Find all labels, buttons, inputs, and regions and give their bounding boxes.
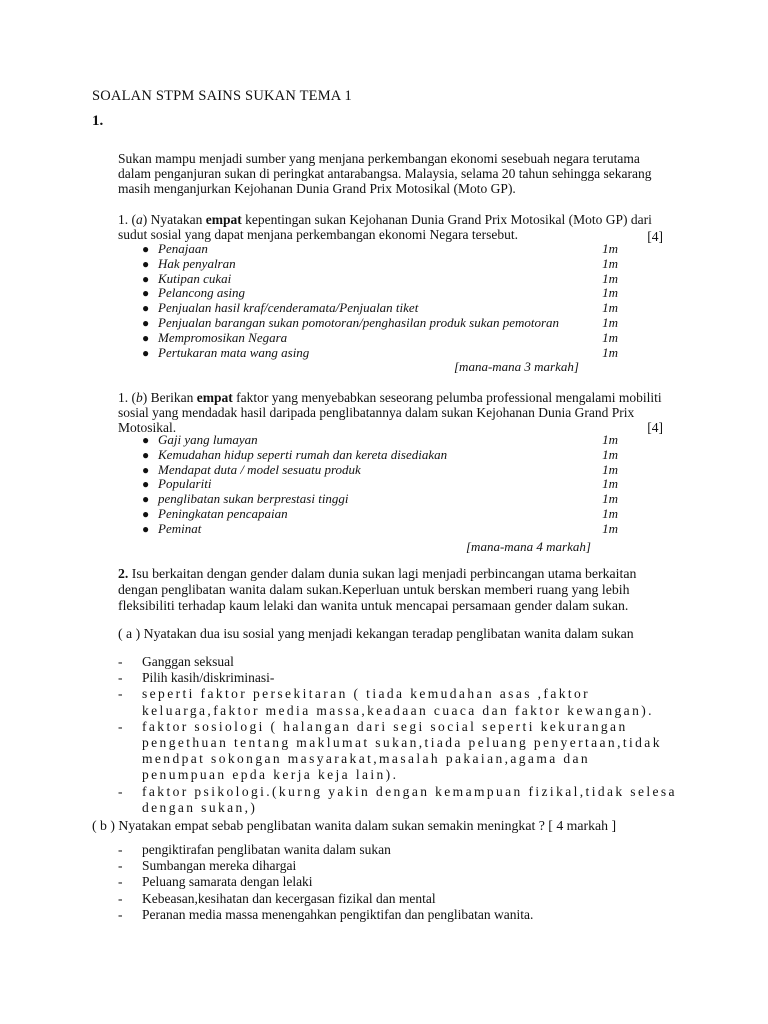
answer-text: Pelancong asing (158, 285, 246, 301)
question-1b-prompt (118, 390, 663, 435)
answer-mark: 1m (602, 476, 618, 492)
answer-item (142, 522, 618, 537)
dash-marker: - (118, 718, 123, 734)
dash-item-text: faktor psikologi.(kurng yakin dengan kemampuan fizikal,tidak selesa dengan sukan,) (142, 783, 677, 815)
answer-text: Peningkatan pencapaian (158, 505, 288, 521)
bullet-icon: ● (142, 256, 150, 271)
answer-mark: 1m (602, 432, 618, 447)
dash-item-text: seperti faktor persekitaran ( tiada kemudahan asas ,faktor keluarga,faktor media massa,keadaan cuaca dan faktor kewangan). (142, 686, 654, 718)
bullet-icon: ● (142, 286, 150, 301)
answer-mark: 1m (602, 255, 618, 271)
bullet-icon: ● (142, 315, 150, 330)
dash-marker: - (118, 842, 123, 857)
q1a-keyword: empat (205, 212, 242, 227)
document-title: SOALAN STPM SAINS SUKAN TEMA 1 (92, 88, 352, 104)
answer-text: Populariti (158, 476, 212, 492)
q1a-prefix: 1. ( (118, 212, 136, 227)
dash-item-text: Sumbangan mereka dihargai (142, 858, 297, 874)
question-1a-prompt (118, 212, 663, 242)
bullet-icon: ● (142, 330, 150, 345)
dash-marker: - (118, 858, 123, 874)
q1b-marks: [4] (647, 420, 663, 435)
answer-text: Hak penyalran (158, 255, 236, 271)
question-2-number: 2. (118, 566, 129, 581)
answer-mark: 1m (602, 285, 618, 301)
dash-item-text: Ganggan seksual (142, 654, 234, 669)
dash-list-item (118, 891, 678, 907)
dash-list-item (118, 670, 678, 686)
bullet-icon: ● (142, 506, 150, 521)
answer-text: Mendapat duta / model sesuatu produk (158, 461, 361, 477)
dash-marker: - (118, 874, 123, 890)
dash-list-item (118, 719, 678, 784)
q1b-letter: b (136, 390, 143, 405)
q1a-mid: ) Nyatakan (142, 212, 206, 227)
answer-item (142, 286, 618, 301)
dash-marker: - (118, 783, 123, 799)
dash-item-text: Peranan media massa menengahkan pengiktifan dan penglibatan wanita. (142, 906, 534, 922)
dash-list-item (118, 784, 678, 816)
q1a-marks: [4] (647, 229, 663, 244)
answer-text: Penajaan (158, 241, 208, 256)
dash-list-item (118, 858, 678, 874)
answer-text: Peminat (158, 520, 202, 536)
question-2a-answer-list (118, 654, 678, 816)
question-2-intro (118, 566, 663, 614)
answer-text: Penjualan barangan sukan pomotoran/penghasilan produk sukan pemotoran (158, 314, 560, 330)
answer-mark: 1m (602, 329, 618, 345)
answer-item (142, 492, 618, 507)
answer-item (142, 316, 618, 331)
bullet-icon: ● (142, 242, 150, 256)
dash-list-item (118, 874, 678, 890)
dash-item-text: Peluang samarata dengan lelaki (142, 874, 313, 890)
answer-mark: 1m (602, 491, 618, 507)
dash-marker: - (118, 686, 123, 702)
answer-item (142, 448, 618, 463)
answer-item (142, 331, 618, 346)
question-2a-prompt: ( a ) Nyatakan dua isu sosial yang menjadi kekangan teradap penglibatan wanita dalam sukan (118, 626, 634, 641)
dash-item-text: Kebeasan,kesihatan dan kecergasan fizikal dan mental (142, 890, 436, 906)
question-1a-answer-list (142, 242, 618, 360)
answer-item (142, 257, 618, 272)
dash-item-text: pengiktirafan penglibatan wanita dalam sukan (142, 842, 391, 857)
question-1b-answer-list (142, 433, 618, 537)
answer-mark: 1m (602, 270, 618, 286)
answer-mark: 1m (602, 461, 618, 477)
dash-list-item (118, 907, 678, 923)
answer-mark: 1m (602, 520, 618, 536)
question-2-intro-text: Isu berkaitan dengan gender dalam dunia sukan lagi menjadi perbincangan utama berkaitan dengan penglibatan wanita dalam sukan.Keperluan untuk berskan memberi ruang yang lebih fleksibiliti terhadap kaum lelaki dan wanita untuk mencapai persamaan gender dalam sukan. (118, 566, 637, 613)
answer-mark: 1m (602, 446, 618, 462)
answer-item (142, 242, 618, 257)
answer-text: Pertukaran mata wang asing (158, 344, 310, 360)
q1b-mid: ) Berikan (142, 390, 197, 405)
bullet-icon: ● (142, 462, 150, 477)
answer-mark: 1m (602, 314, 618, 330)
answer-text: penglibatan sukan berprestasi tinggi (158, 491, 349, 507)
question-2b-prompt: ( b ) Nyatakan empat sebab penglibatan wanita dalam sukan semakin meningkat ? [ 4 markah ] (92, 818, 617, 833)
answer-mark: 1m (602, 505, 618, 521)
answer-item (142, 477, 618, 492)
bullet-icon: ● (142, 477, 150, 492)
q1b-rest: faktor yang menyebabkan seseorang pelumba professional mengalami mobiliti sosial yang mendadak hasil daripada penglibatannya dalam sukan Kejohanan Dunia Grand Prix Motosikal. (118, 390, 662, 435)
answer-item (142, 507, 618, 522)
answer-item (142, 433, 618, 448)
q1a-mark-note: [mana-mana 3 markah] (454, 359, 579, 374)
question-1-intro: Sukan mampu menjadi sumber yang menjana perkembangan ekonomi sesebuah negara terutama dalam penganjuran sukan di peringkat antarabangsa. Malaysia, selama 20 tahun sehingga sekarang masih menganjurkan Kejohanan Dunia Grand Prix Motosikal (Moto GP). (118, 151, 652, 196)
answer-text: Kemudahan hidup seperti rumah dan kereta disediakan (158, 446, 448, 462)
answer-text: Gaji yang lumayan (158, 432, 258, 447)
dash-item-text: faktor sosiologi ( halangan dari segi social seperti kekurangan pengethuan tentang maklumat sukan,tiada peluang penyertaan,tidak mendpat sokongan masyarakat,masalah pakaian,agama dan penumpuan epda kerja keja lain). (142, 718, 662, 783)
answer-text: Kutipan cukai (158, 270, 232, 286)
answer-mark: 1m (602, 241, 618, 256)
bullet-icon: ● (142, 271, 150, 286)
dash-list-item (118, 654, 678, 670)
bullet-icon: ● (142, 447, 150, 462)
question-1-number: 1. (92, 113, 104, 129)
q1b-mark-note: [mana-mana 4 markah] (466, 539, 591, 554)
dash-marker: - (118, 890, 123, 906)
dash-marker: - (118, 906, 123, 922)
q1b-keyword: empat (196, 390, 233, 405)
answer-item (142, 272, 618, 287)
answer-item (142, 463, 618, 478)
answer-mark: 1m (602, 300, 618, 316)
bullet-icon: ● (142, 521, 150, 536)
dash-list-item (118, 842, 678, 858)
dash-marker: - (118, 670, 123, 686)
question-2b-answer-list (118, 842, 678, 923)
answer-item (142, 301, 618, 316)
bullet-icon: ● (142, 492, 150, 507)
answer-mark: 1m (602, 344, 618, 360)
bullet-icon: ● (142, 301, 150, 316)
q1a-rest: kepentingan sukan Kejohanan Dunia Grand Prix Motosikal (Moto GP) dari sudut sosial yang dapat menjana perkembangan ekonomi Negara tersebut. (118, 212, 652, 242)
dash-list-item (118, 686, 678, 718)
q1b-prefix: 1. ( (118, 390, 136, 405)
bullet-icon: ● (142, 433, 150, 447)
dash-item-text: Pilih kasih/diskriminasi- (142, 670, 275, 686)
dash-marker: - (118, 654, 123, 669)
bullet-icon: ● (142, 345, 150, 360)
answer-text: Penjualan hasil kraf/cenderamata/Penjualan tiket (158, 300, 419, 316)
answer-text: Mempromosikan Negara (158, 329, 288, 345)
q1a-letter: a (136, 212, 143, 227)
